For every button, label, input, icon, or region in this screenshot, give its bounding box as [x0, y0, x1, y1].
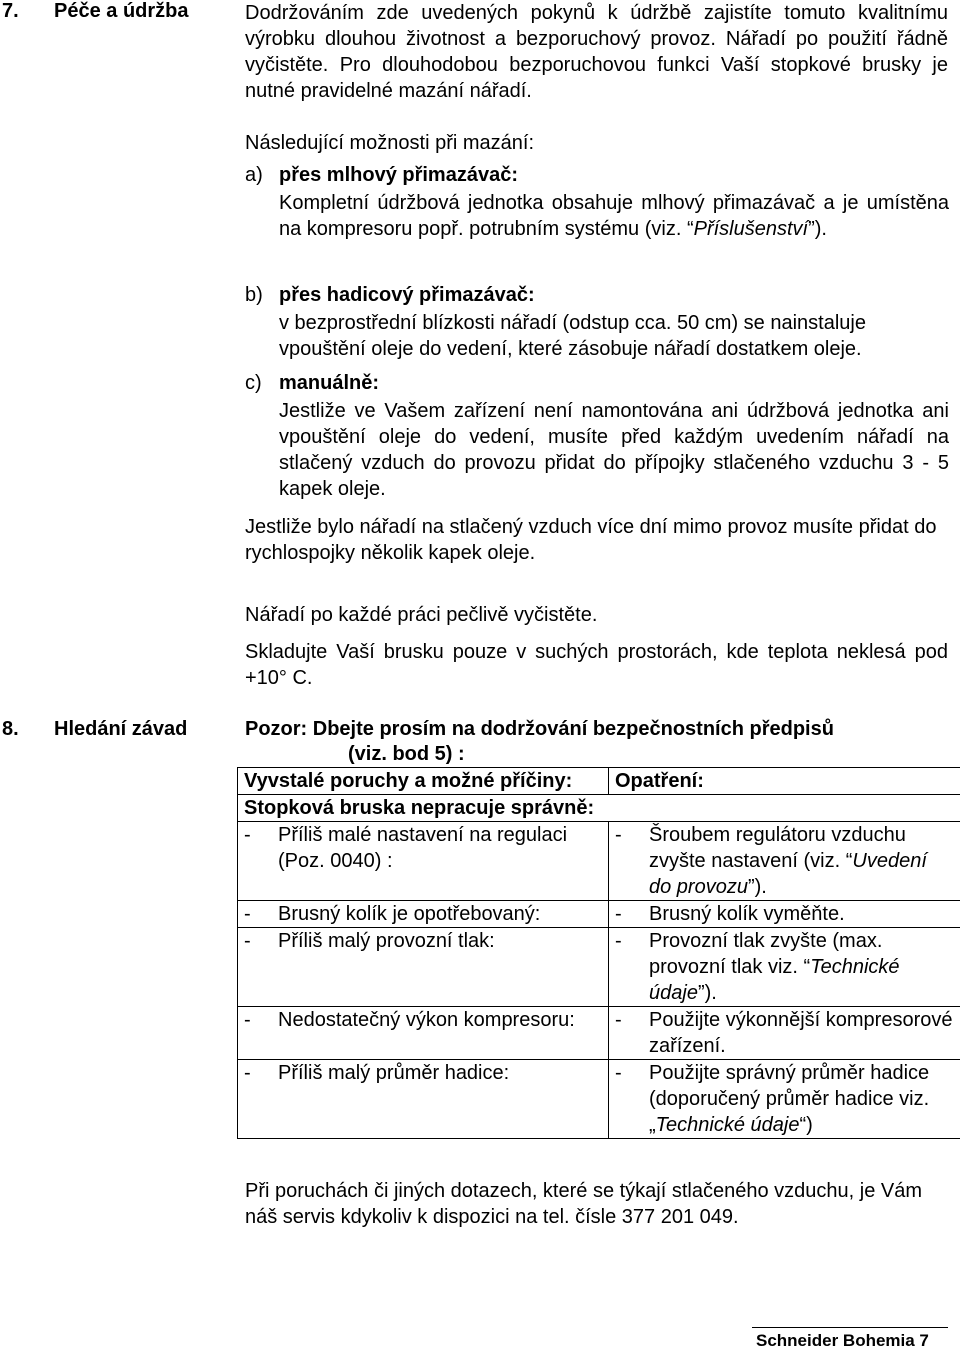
dash: -	[615, 822, 649, 900]
table-row	[238, 901, 960, 928]
dash: -	[615, 1060, 649, 1138]
action-ref-close: ”).	[748, 876, 767, 898]
safety-warning-ref: (viz. bod 5) :	[348, 743, 465, 766]
option-b-text: v bezprostřední blízkosti nářadí (odstup cca. 50 cm) se nainstaluje vpouštění oleje do vedení, které zásobuje nářadí dostatkem oleje.	[279, 310, 949, 362]
header-cause: Vyvstalé poruchy a možné příčiny:	[238, 768, 609, 795]
option-a-heading: přes mlhový přimazávač:	[279, 164, 518, 187]
action-body: Provozní tlak zvyšte (max. provozní tlak viz.	[649, 930, 882, 978]
action-ref-close: ”).	[698, 982, 717, 1004]
action-text: Použijte výkonnější kompresorové zařízení.	[649, 1007, 954, 1059]
action-text	[649, 1060, 954, 1138]
action-body: Použijte správný průměr hadice (doporučený průměr hadice viz.	[649, 1062, 929, 1110]
section-7-number: 7.	[2, 0, 19, 23]
action-ref: Technické údaje	[649, 956, 900, 1004]
table-row	[238, 928, 960, 1007]
action-cell	[609, 822, 960, 901]
note-idle-tool: Jestliže bylo nářadí na stlačený vzduch více dní mimo provoz musíte přidat do rychlospojky několik kapek oleje.	[245, 514, 948, 566]
option-c-label: c)	[245, 372, 262, 395]
option-a-ref-open: “	[687, 218, 694, 240]
dash: -	[244, 1060, 278, 1086]
dash: -	[244, 822, 278, 874]
action-ref-open: „	[649, 1114, 656, 1136]
action-ref-open: “	[846, 850, 853, 872]
fault-table-subheader	[238, 795, 960, 822]
page-footer: Schneider Bohemia 7	[756, 1331, 929, 1351]
option-b-heading: přes hadicový přimazávač:	[279, 284, 535, 307]
action-cell	[609, 1007, 960, 1060]
section-8-title: Hledání závad	[54, 718, 187, 741]
dash: -	[615, 901, 649, 927]
action-ref-open: “	[804, 956, 811, 978]
dash: -	[244, 901, 278, 927]
cause-text: Příliš malé nastavení na regulaci (Poz. 0040) :	[278, 822, 602, 874]
action-ref: Uvedení do provozu	[649, 850, 927, 898]
fault-table-header	[238, 768, 960, 795]
note-clean-tool: Nářadí po každé práci pečlivě vyčistěte.	[245, 604, 597, 627]
maintenance-intro: Dodržováním zde uvedených pokynů k údržbě zajistíte tomuto kvalitnímu výrobku dlouhou životnost a bezporuchový provoz. Nářadí po použití řádně vyčistěte. Pro dlouhodobou bezporuchovou funkci Vaší stopkové brusky je nutné pravidelné mazání nářadí.	[245, 0, 948, 104]
footer-divider	[752, 1327, 948, 1328]
option-a-ref-close: ”).	[808, 218, 827, 240]
dash: -	[244, 928, 278, 954]
option-c-heading: manuálně:	[279, 372, 379, 395]
cause-text: Nedostatečný výkon kompresoru:	[278, 1007, 602, 1033]
cause-text: Příliš malý provozní tlak:	[278, 928, 602, 954]
action-text	[649, 928, 954, 1006]
cause-cell	[238, 1060, 609, 1139]
dash: -	[615, 928, 649, 1006]
action-body: Šroubem regulátoru vzduchu zvyšte nastavení (viz.	[649, 824, 906, 872]
action-cell	[609, 901, 960, 928]
action-ref: Technické údaje	[656, 1114, 800, 1136]
option-b-label: b)	[245, 284, 263, 307]
option-c-text: Jestliže ve Vašem zařízení není namontována ani údržbová jednotka ani vpouštění oleje do vedení, musíte před každým uvedením nářadí na stlačený vzduch do provozu přidat do přípojky stlačeného vzduchu 3 - 5 kapek oleje.	[279, 398, 949, 502]
action-text	[649, 822, 954, 900]
subheader: Stopková bruska nepracuje správně:	[238, 795, 960, 822]
option-a-ref: Příslušenství	[694, 218, 808, 240]
lubrication-intro: Následující možnosti při mazání:	[245, 132, 534, 155]
option-a-text	[279, 190, 949, 242]
action-cell	[609, 1060, 960, 1139]
section-7-title: Péče a údržba	[54, 0, 189, 23]
table-row	[238, 1060, 960, 1139]
cause-cell	[238, 1007, 609, 1060]
safety-warning: Pozor: Dbejte prosím na dodržování bezpečnostních předpisů	[245, 718, 834, 741]
section-8-number: 8.	[2, 718, 19, 741]
action-cell	[609, 928, 960, 1007]
cause-cell	[238, 901, 609, 928]
cause-cell	[238, 822, 609, 901]
action-text: Brusný kolík vyměňte.	[649, 901, 954, 927]
note-storage: Skladujte Vaší brusku pouze v suchých prostorách, kde teplota neklesá pod +10° C.	[245, 639, 948, 691]
dash: -	[244, 1007, 278, 1033]
dash: -	[615, 1007, 649, 1059]
option-a-label: a)	[245, 164, 263, 187]
service-contact: Při poruchách či jiných dotazech, které se týkají stlačeného vzduchu, je Vám náš servis kdykoliv k dispozici na tel. čísle 377 201 049.	[245, 1178, 948, 1230]
cause-text: Příliš malý průměr hadice:	[278, 1060, 602, 1086]
action-ref-close: “)	[799, 1114, 812, 1136]
table-row	[238, 1007, 960, 1060]
fault-table	[237, 767, 960, 1139]
option-a-body: Kompletní údržbová jednotka obsahuje mlhový přimazávač a je umístěna na kompresoru popř. potrubním systému (viz.	[279, 192, 949, 240]
cause-text: Brusný kolík je opotřebovaný:	[278, 901, 602, 927]
cause-cell	[238, 928, 609, 1007]
header-action: Opatření:	[609, 768, 960, 795]
table-row	[238, 822, 960, 901]
